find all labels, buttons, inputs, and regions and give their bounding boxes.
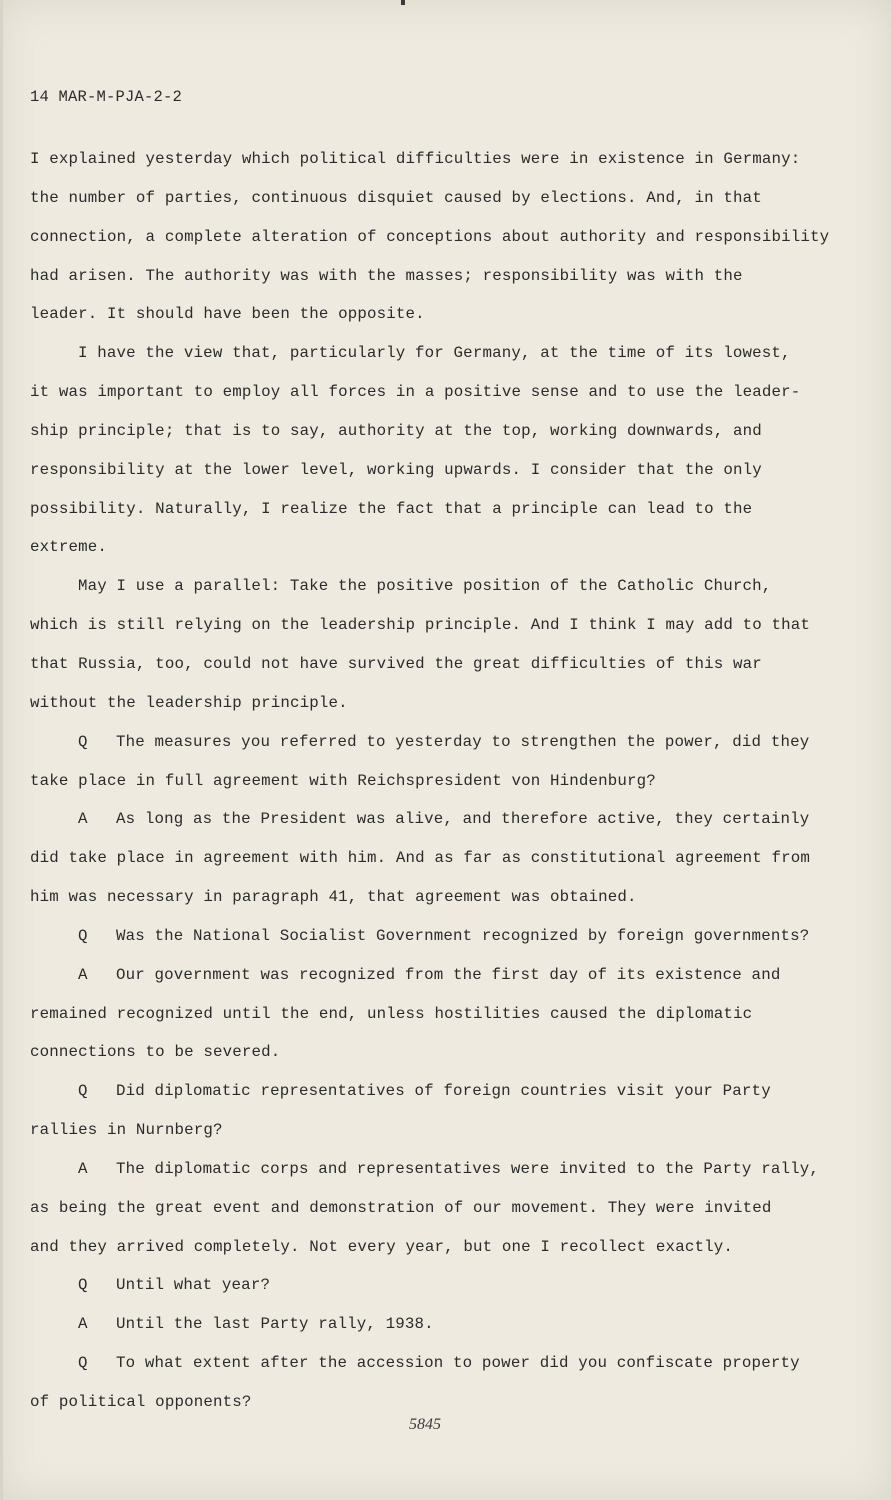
speaker-label: A xyxy=(78,965,88,984)
question-paragraph xyxy=(30,1344,845,1422)
answer-paragraph xyxy=(30,800,845,917)
speaker-label: A xyxy=(78,1159,88,1178)
speaker-label: Q xyxy=(78,1354,88,1373)
text-line: had arisen. The authority was with the masses; responsibility was with the xyxy=(30,266,743,285)
text-line: Did diplomatic representatives of foreign countries visit your Party xyxy=(116,1082,771,1101)
text-line: of political opponents? xyxy=(30,1393,252,1411)
document-reference: 14 MAR-M-PJA-2-2 xyxy=(30,88,183,106)
answer-paragraph xyxy=(30,956,845,1073)
narrative-paragraph xyxy=(30,140,845,334)
text-line: responsibility at the lower level, working upwards. I consider that the only xyxy=(30,460,762,479)
text-line: Our government was recognized from the first day of its existence and xyxy=(116,965,781,984)
question-paragraph xyxy=(30,723,845,801)
text-line: Until the last Party rally, 1938. xyxy=(116,1315,434,1334)
question-paragraph xyxy=(30,1266,845,1305)
text-line: ship principle; that is to say, authority at the top, working downwards, and xyxy=(30,421,762,440)
text-line: that Russia, too, could not have survived the great difficulties of this war xyxy=(30,654,762,673)
binding-mark xyxy=(401,0,405,5)
narrative-paragraph xyxy=(30,567,845,722)
answer-paragraph xyxy=(30,1150,845,1267)
text-line: as being the great event and demonstration of our movement. They were invited xyxy=(30,1198,772,1217)
text-line: connections to be severed. xyxy=(30,1043,281,1062)
page-number: 5845 xyxy=(409,1416,441,1433)
text-line: did take place in agreement with him. And as far as constitutional agreement from xyxy=(30,849,811,868)
text-line: without the leadership principle. xyxy=(30,693,348,712)
text-line: connection, a complete alteration of conceptions about authority and responsibility xyxy=(30,227,830,246)
text-line: The measures you referred to yesterday to strengthen the power, did they xyxy=(116,732,810,751)
text-line: extreme. xyxy=(30,538,108,557)
text-line: rallies in Nurnberg? xyxy=(30,1121,223,1140)
text-line: the number of parties, continuous disquiet caused by elections. And, in that xyxy=(30,188,762,207)
text-line: it was important to employ all forces in a positive sense and to use the leader- xyxy=(30,383,801,402)
text-line: him was necessary in paragraph 41, that agreement was obtained. xyxy=(30,888,637,907)
text-line: I explained yesterday which political difficulties were in existence in Germany: xyxy=(30,150,801,168)
transcript-body xyxy=(30,140,845,1422)
speaker-label: A xyxy=(78,1315,88,1334)
text-line: take place in full agreement with Reichspresident von Hindenburg? xyxy=(30,771,656,790)
speaker-label: Q xyxy=(78,1276,88,1295)
text-line: possibility. Naturally, I realize the fact that a principle can lead to the xyxy=(30,499,753,518)
text-line: To what extent after the accession to power did you confiscate property xyxy=(116,1354,800,1373)
question-paragraph xyxy=(30,917,845,956)
narrative-paragraph xyxy=(30,334,845,567)
text-line: I have the view that, particularly for Germany, at the time of its lowest, xyxy=(78,344,791,363)
speaker-label: A xyxy=(78,810,88,829)
text-line: remained recognized until the end, unless hostilities caused the diplomatic xyxy=(30,1004,753,1023)
speaker-label: Q xyxy=(78,1082,88,1101)
text-line: The diplomatic corps and representatives were invited to the Party rally, xyxy=(116,1159,819,1178)
text-line: which is still relying on the leadership principle. And I think I may add to that xyxy=(30,616,811,635)
text-line: Was the National Socialist Government recognized by foreign governments? xyxy=(116,926,810,945)
speaker-label: Q xyxy=(78,732,88,751)
question-paragraph xyxy=(30,1072,845,1150)
text-line: Until what year? xyxy=(116,1276,271,1295)
text-line: May I use a parallel: Take the positive position of the Catholic Church, xyxy=(78,577,772,596)
answer-paragraph xyxy=(30,1305,845,1344)
speaker-label: Q xyxy=(78,926,88,945)
text-line: and they arrived completely. Not every year, but one I recollect exactly. xyxy=(30,1237,733,1256)
page-edge xyxy=(0,0,3,1500)
text-line: As long as the President was alive, and therefore active, they certainly xyxy=(116,810,810,829)
text-line: leader. It should have been the opposite. xyxy=(30,305,425,324)
